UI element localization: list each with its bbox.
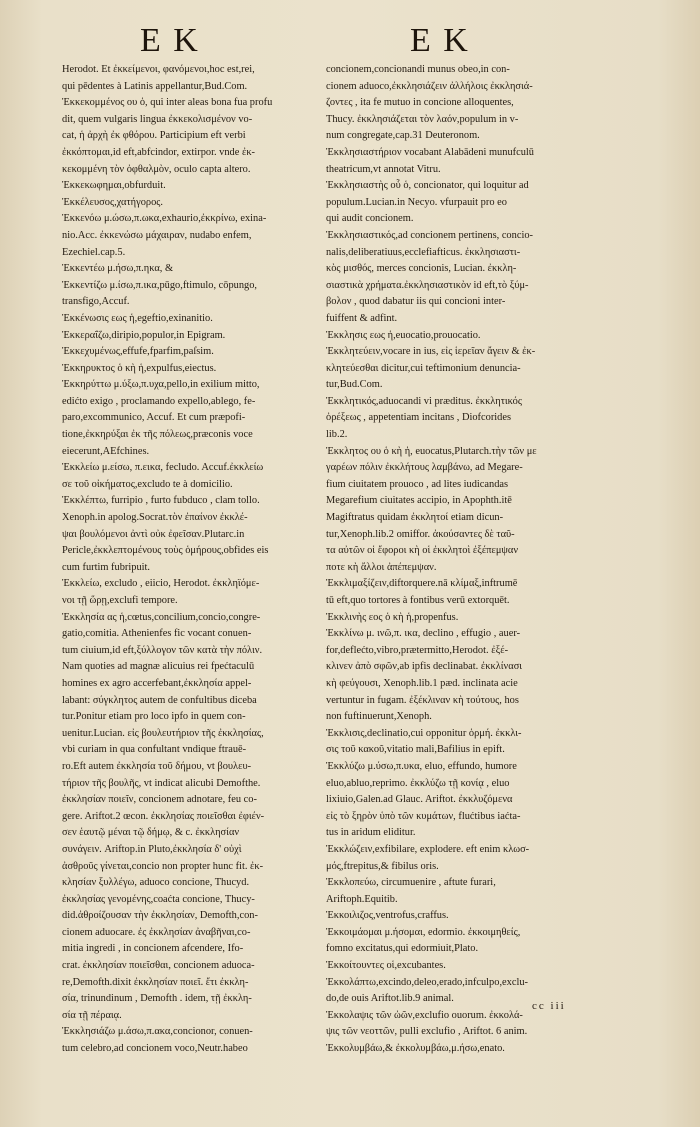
text-line: gere. Ariftot.2 œcon. ἐκκλησίας ποιεῖσθαι ἐφιέν- [62, 810, 265, 822]
text-line: Ἐκκεντίζω μ.ίσω,π.ικα,pūgo,ftimulo, cōpungo, [62, 279, 258, 291]
text-line: Thucy. ἐκκλησιάζεται τὸν λαόν,populum in v- [326, 113, 519, 125]
text-line: Ἐκκλητικός,aduocandi vi præditus. ἐκκλητικός [326, 395, 522, 407]
text-line: Ἐκκολάπτω,excindo,deleo,erado,infculpo,exclu- [326, 976, 528, 988]
text-line: Ἐκκοιλιζος,ventrofus,craffus. [326, 910, 449, 922]
text-line: Ἐκκλισις,declinatio,cui opponitur ὁρμή. ἐκκλι- [326, 727, 522, 739]
right-header-letters: E K [410, 22, 470, 59]
text-line: Ἐκκλοπεύω, circumuenire , aftute furari, [326, 877, 496, 889]
text-line: Ἐκκλησιαστὴς οὗ ὁ, concionator, qui loquitur ad [326, 180, 529, 192]
text-line: tur.Ponitur etiam pro loco ipfo in quem con- [62, 711, 246, 723]
text-line: Pericle,ἐκκλεπτομένους τοὺς ὁμήρους,obfides eis [62, 545, 269, 557]
text-line: fuiffent & adfint. [326, 312, 398, 324]
text-line: did.ἀθροίζουσαν τὴν ἐκκλησίαν, Demofth,con- [62, 910, 258, 922]
text-line: κὴ φεύγουσι, Xenoph.lib.1 pæd. inclinata acie [326, 677, 518, 689]
text-line: Ἐκκηρυκτος ὁ κὴ ἡ,expulfus,eiectus. [62, 362, 217, 374]
text-line: Ἐκκοιμάομαι μ.ήσομαι, edormio. ἐκκοιμηθείς, [326, 926, 521, 938]
text-line: Ἐκκεκωφημαι,obfurduit. [62, 180, 166, 192]
text-line: num congregate,cap.31 Deuteronom. [326, 130, 480, 142]
text-line: συνάγειν. Ariftop.in Pluto,ἐκκλησία δ' οὐχὶ [62, 843, 242, 855]
text-line: fomno excitatus,qui edormiuit,Plato. [326, 943, 479, 955]
text-line: tum celebro,ad concionem voco,Neutr.habeo [62, 1043, 248, 1055]
text-line: uenitur.Lucian. εἰς βουλευτήριον τῆς ἐκκλησίας, [62, 727, 264, 739]
text-line: Ἐκκενόω μ.ώσω,π.ωκα,exhaurio,ἐκκρίνω, exina- [62, 213, 267, 225]
text-line: tum ciuium,id eft,ξύλλογον τῶν κατὰ τὴν πόλιν. [62, 644, 263, 656]
text-line: Ἐκκλιμαξίζειν,diftorquere.nā κλίμαξ,inftrumē [326, 578, 518, 590]
text-line: Ἐκκλησία ας ἡ,cœtus,concilium,concio,congre- [62, 611, 261, 623]
text-line: Ἐκκεντέω μ.ήσω,π.ηκα, & [62, 263, 174, 275]
text-line: Ἐκκλέπτω, furripio , furto fubduco , clam tollo. [62, 495, 260, 507]
text-line: σιαστικὰ χρήματα.ἐκκλησιαστικὸν id eft,τὸ ξύμ- [326, 279, 529, 291]
text-line: σεν ἑαυτῷ μέναι τῷ δήμῳ, & c. ἐκκλησίαν [62, 827, 240, 839]
text-line: fium ciuitatem prouoco , ad lites iudicandas [326, 478, 509, 490]
text-line: κλινεν ἀπὸ σφῶν,ab ipfis declinabat. ἐκκλίνασι [326, 661, 523, 673]
text-line: ἐκκλησίας γενομένης,coaćta concione, Thucy- [62, 893, 255, 905]
text-line: re,Demofth.dixit ἐκκλησίαν ποιεῖ. ἔτι ἐκκλη- [62, 976, 249, 988]
text-line: Ezechiel.cap.5. [62, 246, 126, 258]
text-line: tur,Bud.Com. [326, 379, 383, 391]
text-line: μός,ftrepitus,& fibilus oris. [326, 860, 439, 872]
text-line: labant: σύγκλητος autem de confultibus diceba [62, 694, 257, 706]
text-line: non fuftinuerunt,Xenoph. [326, 711, 432, 723]
text-line: τήριον τῆς βουλῆς, vt indicat alicubi Demofthe. [62, 777, 261, 789]
text-line: σε τοῦ οἰκήματος,excludo te à domicilio. [62, 478, 233, 490]
text-line: Ἐκκλείω, excludo , eiicio, Herodot. ἐκκληϊόμε- [62, 578, 260, 590]
text-line: qui audit concionem. [326, 213, 414, 225]
text-line: eluo,abluo,reprimo. ἐκκλύζω τῇ κονίᾳ , eluo [326, 777, 510, 789]
text-line: Ἐκκλητεύειν,vocare in ius, εἰς ἱερεῖαν ἄγειν & ἐκ- [326, 346, 536, 358]
text-line: vbi curiam in qua confultant vndique ftrauē- [62, 744, 247, 756]
text-line: βολον , quod dabatur iis qui concioni inter- [326, 296, 506, 308]
text-line: for,deflećto,vibro,prætermitto,Herodot. ἐξέ- [326, 644, 509, 656]
text-line: κλητεύεσθαι dicitur,cui teftimonium denuncia- [326, 362, 521, 374]
text-line: κὸς μισθός, merces concionis, Lucian. ἐκκλη- [326, 263, 517, 275]
text-line: eiecerunt,AEfchines. [62, 445, 150, 457]
text-line: dit, quem vulgaris lingua ἐκκεκολισμένον vo- [62, 113, 253, 125]
text-line: tus in aridum eliditur. [326, 827, 416, 839]
text-line: mitia ingredi , in concionem afcendere, Ifo- [62, 943, 244, 955]
text-line: Ariftoph.Equitib. [326, 893, 398, 905]
text-line: κεκομμένη τὸν ὀφθαλμὸν, oculo capta altero. [62, 163, 251, 175]
text-line: Magiftratus quidam ἐκκλητοί etiam dicun- [326, 512, 504, 524]
text-line: Ἐκκλησιάζω μ.άσω,π.ακα,concionor, conuen- [62, 1026, 253, 1038]
text-line: σία τῇ πέραιᾳ. [62, 1009, 122, 1021]
text-line: tione,ἐκκηρύξαι ἐκ τῆς πόλεως,præconis voce [62, 429, 253, 441]
text-line: crat. ἐκκλησίαν ποιεῖσθαι, concionem aduoca- [62, 960, 255, 972]
text-line: ψαι βουλόμενοι ἀντὶ οὐκ ἐφεῖσαν.Plutarc.in [62, 528, 245, 540]
right-column-text [326, 62, 608, 1058]
text-line: ἀσθροῦς γίνεται,concio non propter hunc fit. ἐκ- [62, 860, 264, 872]
text-line: cat, ἡ ἀρχὴ ἐκ φθόρου. Participium eft verbi [62, 130, 246, 142]
text-line: σία, trinundinum , Demofth . idem, τῇ ἐκκλη- [62, 993, 252, 1005]
text-line: tū eft,quo tortores à fontibus verū extorquēt. [326, 595, 510, 606]
text-line: εἰς τὸ ξηρὸν ὑπὸ τῶν κυμάτων, flućtibus iaćta- [326, 810, 521, 822]
text-line: ἐκκλησίαν ποιεῖν, concionem adnotare, feu co- [62, 794, 257, 806]
text-line: ποτε κὴ ἄλλοι ἀπέπεμψαν. [326, 561, 437, 573]
text-line: populum.Lucian.in Necyo. vfurpauit pro eo [326, 196, 507, 208]
text-line: Ἐκκλησις εως ἡ,euocatio,prouocatio. [326, 329, 481, 341]
text-line: Ἐκκοίτουντες οἱ,excubantes. [326, 960, 446, 972]
text-line: theatricum,vt annotat Vitru. [326, 163, 441, 175]
text-line: concionem,concionandi munus obeo,in con- [326, 64, 510, 75]
text-line: γαρέων πόλιν ἐκκλήτους λαμβάνω, ad Megare- [326, 462, 523, 474]
text-line: edićto exigo , proclamando expello,ablego, fe- [62, 395, 256, 407]
text-line: cionem aduoco,ἐκκλησιάζειν ἀλλήλοις ἐκκλησιά- [326, 80, 533, 92]
text-line: homines ex agro accerfebant,ἐκκλησία appel- [62, 677, 252, 689]
text-line: ζοντες , ita fe mutuo in concione alloquentes, [326, 97, 514, 109]
text-line: Ἐκκλητος ου ὁ κὴ ἡ, euocatus,Plutarch.τὴν τῶν με [326, 445, 537, 457]
text-line: ἐκκόπτομαι,id eft,abfcindor, extirpor. vnde ἐκ- [62, 146, 256, 158]
text-line: ὀρέξεως , appetentiam incitans , Diofcorides [326, 412, 512, 424]
text-line: Ἐκκολυμβάω,& ἐκκολυμβάω,μ.ήσω,enato. [326, 1043, 505, 1055]
text-line: κλησίαν ξυλλέγω, aduoco concione, Thucyd. [62, 877, 250, 889]
text-line: Ἐκκολαψις τῶν ὠῶν,exclufio ouorum. ἐκκολά- [326, 1009, 523, 1021]
text-line: ψις τῶν νεοττῶν, pulli exclufio , Ariftot. 6 anim. [326, 1026, 528, 1038]
text-line: Ἐκκεραΐζω,diripio,populor,in Epigram. [62, 329, 226, 341]
text-line: nalis,deliberatiuus,ecclefiafticus. ἐκκλησιαστι- [326, 246, 521, 258]
text-line: Nam quoties ad magnæ alicuius rei fpećtaculū [62, 661, 255, 673]
text-line: Ἐκκλείω μ.είσω, π.εικα, fecludo. Accuf.ἐκκλείω [62, 462, 264, 474]
text-line: Ἐκκέλευσος,χατήγορος. [62, 196, 163, 208]
text-line: νοι τῇ ὥρῃ,exclufi tempore. [62, 595, 178, 606]
text-line: Ἐκκλύζω μ.ύσω,π.υκα, eluo, effundo, humore [326, 760, 517, 772]
text-line: cionem aduocare. ἐς ἐκκλησίαν ἀναβῆναι,co- [62, 926, 251, 938]
text-line: do,de ouis Ariftot.lib.9 animal. [326, 993, 454, 1005]
signature-mark: cc iii [532, 1000, 566, 1012]
text-line: Ἐκκλινὴς εος ὁ κὴ ἡ,propenfus. [326, 611, 459, 623]
text-line: Ἐκκλώζειν,exfibilare, explodere. eft enim κλωσ- [326, 843, 530, 855]
text-line: Ἐκκεκομμένος ου ὁ, qui inter aleas bona fua profu [62, 97, 273, 109]
text-line: Ἐκκένωσις εως ἡ,egeftio,exinanitio. [62, 312, 213, 324]
text-line: vertuntur in fugam. ἐξέκλιναν κὴ τούτους, hos [326, 694, 519, 706]
text-line: lixiuio,Galen.ad Glauc. Ariftot. ἐκκλυζόμενα [326, 794, 513, 806]
text-line: Ἐκκλησιαστήριον vocabant Alabādeni munufculū [326, 146, 534, 158]
text-line: Ἐκκλησιαστικός,ad concionem pertinens, concio- [326, 229, 533, 241]
text-line: Herodot. Et ἐκκείμενοι, φανόμενοι,hoc est,rei, [62, 64, 255, 75]
text-line: σις τοῦ κακοῦ,vitatio mali,Bafilius in epift. [326, 744, 505, 756]
text-line: Ἐκκλίνω μ. ινῶ,π. ικα, declino , effugio , auer- [326, 628, 521, 640]
text-line: nio.Acc. ἐκκενώσω μάχαιραν, nudabo enfem, [62, 229, 252, 241]
text-line: cum furtim fubripuit. [62, 561, 151, 573]
text-line: qui pēdentes à Latinis appellantur,Bud.Com. [62, 80, 248, 92]
text-line: ro.Eft autem ἐκκλησία τοῦ δήμου, vt βουλευ- [62, 760, 252, 772]
text-line: Ἐκκεχυμένως,effufe,fparfim,paſsim. [62, 346, 214, 358]
text-line: transfigo,Accuf. [62, 296, 130, 308]
text-line: lib.2. [326, 429, 348, 441]
text-line: paro,excommunico, Accuf. Et cum præpofi- [62, 412, 246, 424]
text-line: Ἐκκηρύττω μ.ύξω,π.υχα,pello,in exilium mitto, [62, 379, 260, 391]
text-line: gatio,comitia. Athenienfes fic vocant conuen- [62, 628, 252, 640]
text-line: τα αὐτῶν οἱ ἔφοροι κὴ οἱ ἐκκλητοὶ ἐξέπεμψαν [326, 545, 519, 557]
text-line: Xenoph.in apolog.Socrat.τὸν ἐπαίνον ἐκκλέ- [62, 512, 248, 524]
left-header-letters: E K [140, 22, 200, 59]
text-line: Megarefium ciuitates accipio, in Apophth.itē [326, 495, 512, 507]
left-column-text [62, 62, 324, 1058]
text-line: tur,Xenoph.lib.2 omiffor. ἀκούσαντες δὲ ταῦ- [326, 528, 515, 540]
